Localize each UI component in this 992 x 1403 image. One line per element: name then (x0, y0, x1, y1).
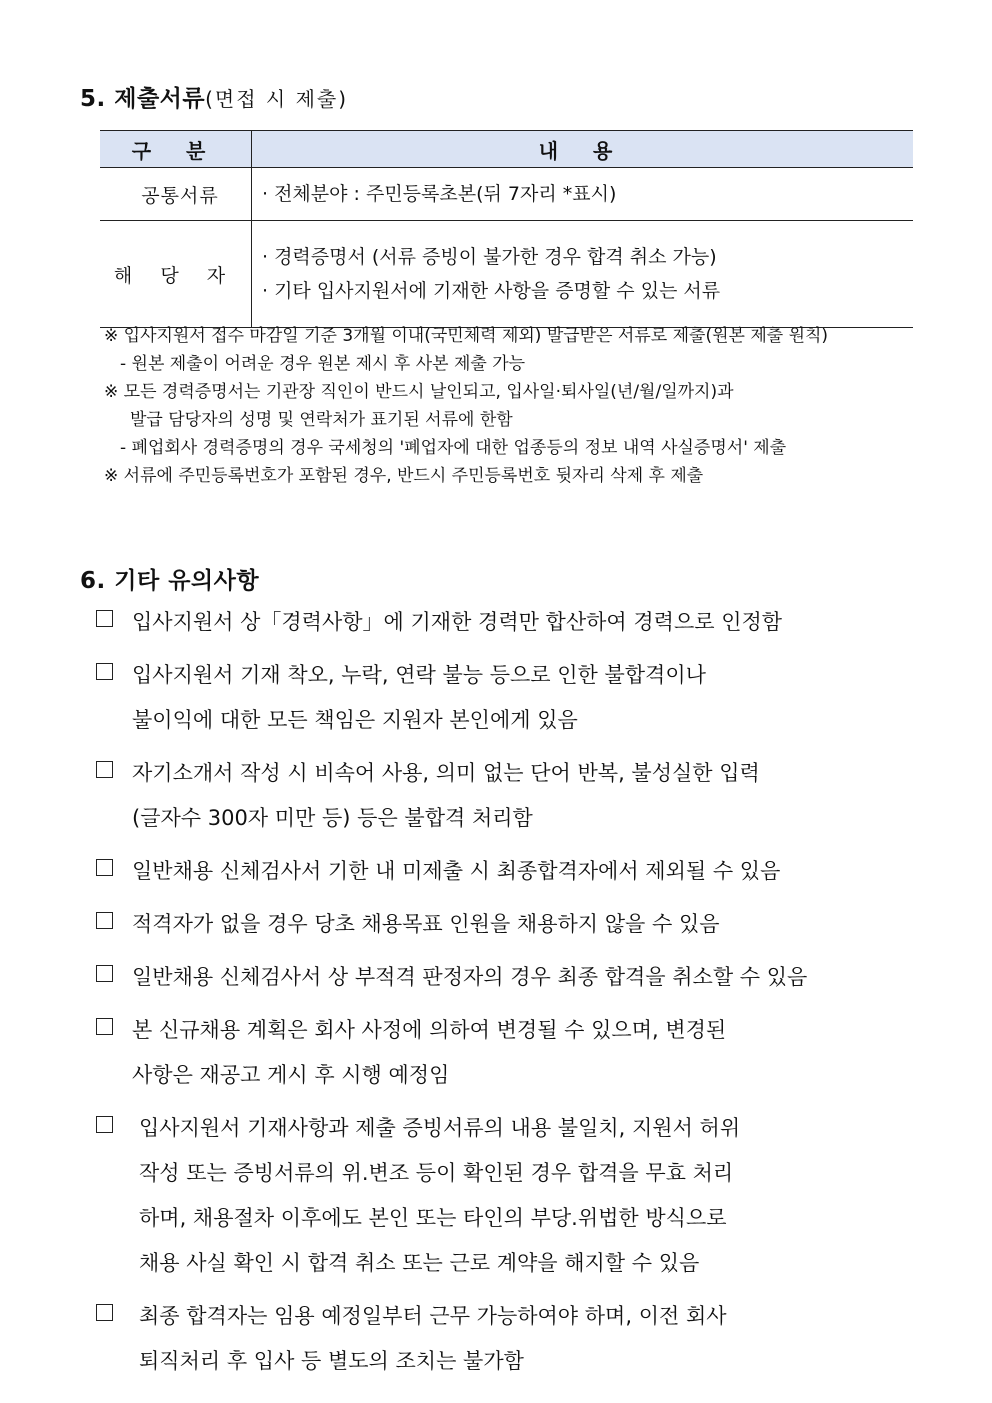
checkbox-square-icon (96, 965, 113, 982)
checkbox-square-icon (96, 1018, 113, 1035)
list-item (96, 1106, 926, 1286)
item-line: 퇴직처리 후 입사 등 별도의 조치는 불가함 (139, 1349, 524, 1373)
item-line: 적격자가 없을 경우 당초 채용목표 인원을 채용하지 않을 수 있음 (132, 912, 720, 936)
item-line: 입사지원서 상「경력사항」에 기재한 경력만 합산하여 경력으로 인정함 (132, 610, 783, 634)
content-line: · 기타 입사지원서에 기재한 사항을 증명할 수 있는 서류 (262, 280, 721, 302)
note-line: ※ 입사지원서 접수 마감일 기준 3개월 이내(국민체력 제외) 발급받은 서류로 제출(원본 제출 원칙) (104, 326, 829, 346)
header-contents: 내 용 (252, 131, 914, 168)
list-item (96, 955, 926, 1000)
item-line: 일반채용 신체검사서 기한 내 미제출 시 최종합격자에서 제외될 수 있음 (132, 859, 781, 883)
list-item (96, 1008, 926, 1098)
note-line: ※ 모든 경력증명서는 기관장 직인이 반드시 날인되고, 입사일·퇴사일(년/월/일까지)과 (104, 382, 734, 402)
table-header-row (100, 131, 913, 168)
checkbox-square-icon (96, 1116, 113, 1133)
checkbox-square-icon (96, 610, 113, 627)
content-line: · 전체분야 : 주민등록초본(뒤 7자리 *표시) (262, 183, 617, 205)
section-5-subtitle: (면접 시 제출) (205, 87, 349, 111)
item-line: 본 신규채용 계획은 회사 사정에 의하여 변경될 수 있으며, 변경된 (132, 1018, 727, 1042)
checkbox-square-icon (96, 663, 113, 680)
list-item (96, 1294, 926, 1384)
row-category: 해 당 자 (100, 221, 252, 328)
item-line: 작성 또는 증빙서류의 위.변조 등이 확인된 경우 합격을 무효 처리 (139, 1161, 734, 1185)
checkbox-square-icon (96, 761, 113, 778)
item-line: 일반채용 신체검사서 상 부적격 판정자의 경우 최종 합격을 취소할 수 있음 (132, 965, 808, 989)
table-row (100, 168, 913, 221)
item-line: 하며, 채용절차 이후에도 본인 또는 타인의 부당.위법한 방식으로 (139, 1206, 727, 1230)
documents-table (100, 130, 913, 328)
item-line: 자기소개서 작성 시 비속어 사용, 의미 없는 단어 반복, 불성실한 입력 (132, 761, 760, 785)
item-line: (글자수 300자 미만 등) 등은 불합격 처리함 (132, 806, 533, 830)
list-item (96, 600, 926, 645)
note-line: ※ 서류에 주민등록번호가 포함된 경우, 반드시 주민등록번호 뒷자리 삭제 후 제출 (104, 466, 704, 486)
list-item (96, 653, 926, 743)
checkbox-square-icon (96, 859, 113, 876)
list-item (96, 849, 926, 894)
item-line: 불이익에 대한 모든 책임은 지원자 본인에게 있음 (132, 708, 578, 732)
section-6-heading (80, 562, 259, 595)
item-line: 채용 사실 확인 시 합격 취소 또는 근로 계약을 해지할 수 있음 (139, 1251, 700, 1275)
notice-list (96, 600, 926, 1392)
checkbox-square-icon (96, 912, 113, 929)
section-6-title: 6. 기타 유의사항 (80, 568, 260, 594)
list-item (96, 902, 926, 947)
content-line: · 경력증명서 (서류 증빙이 불가한 경우 합격 취소 가능) (262, 246, 717, 268)
list-item (96, 751, 926, 841)
row-category: 공통서류 (100, 168, 252, 221)
table-row (100, 221, 913, 328)
note-line: - 폐업회사 경력증명의 경우 국세청의 '폐업자에 대한 업종등의 정보 내역 사실증명서' 제출 (120, 438, 787, 458)
row-contents (252, 168, 914, 221)
item-line: 최종 합격자는 임용 예정일부터 근무 가능하여야 하며, 이전 회사 (139, 1304, 727, 1328)
section-5-heading (80, 80, 348, 113)
section-5-title: 5. 제출서류 (80, 86, 206, 112)
item-line: 입사지원서 기재사항과 제출 증빙서류의 내용 불일치, 지원서 허위 (139, 1116, 741, 1140)
item-line: 입사지원서 기재 착오, 누락, 연락 불능 등으로 인한 불합격이나 (132, 663, 706, 687)
checkbox-square-icon (96, 1304, 113, 1321)
note-line: - 원본 제출이 어려운 경우 원본 제시 후 사본 제출 가능 (120, 354, 526, 374)
notes-list (104, 322, 916, 490)
header-category: 구 분 (100, 131, 252, 168)
item-line: 사항은 재공고 게시 후 시행 예정임 (132, 1063, 450, 1087)
note-line: 발급 담당자의 성명 및 연락처가 표기된 서류에 한함 (130, 410, 513, 430)
row-contents (252, 221, 914, 328)
